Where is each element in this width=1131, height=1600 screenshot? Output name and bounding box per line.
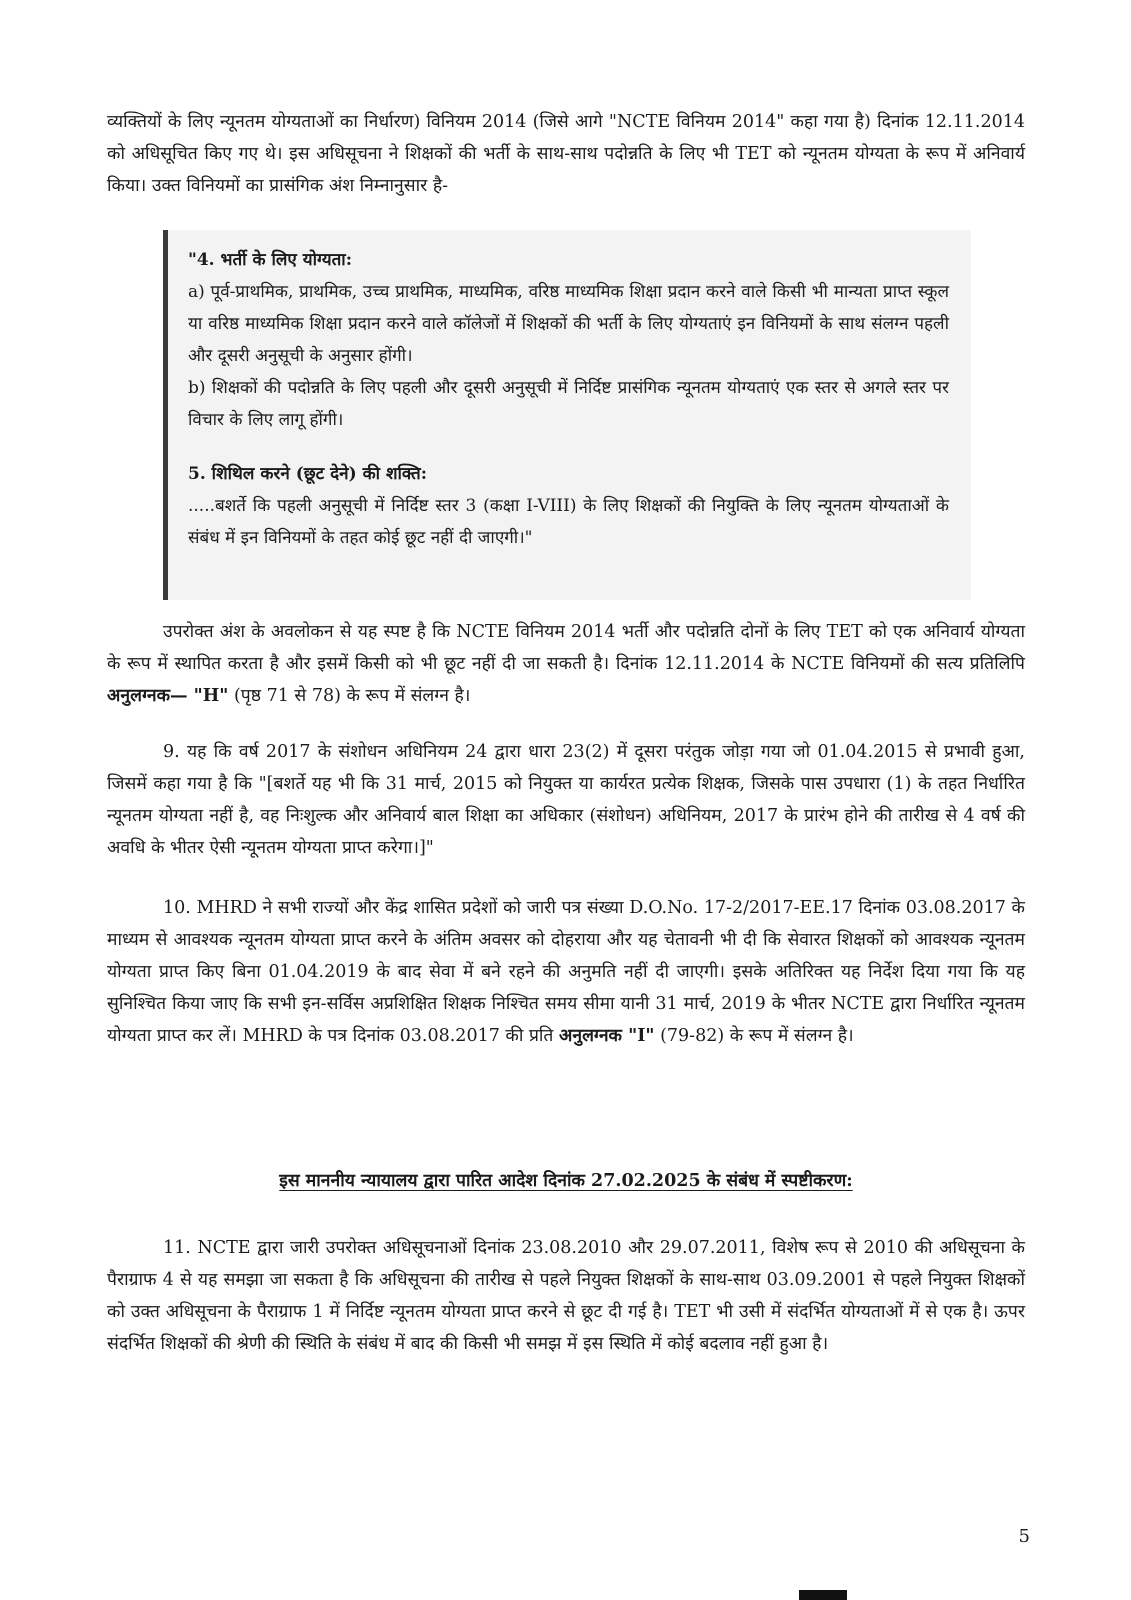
page-number: 5 bbox=[1018, 1526, 1030, 1547]
quote-heading-5: 5. शिथिल करने (छूट देने) की शक्ति: bbox=[188, 464, 427, 484]
quote-para-5: .....बशर्ते कि पहली अनुसूची में निर्दिष्ट स्तर 3 (कक्षा I-VIII) के लिए शिक्षकों की नियुक्ति के लिए न्यूनतम योग्यताओं के संबंध में इन विनियमों के तहत कोई छूट नहीं दी जाएगी।" bbox=[188, 496, 949, 548]
quote-para-b: b) शिक्षकों की पदोन्नति के लिए पहली और दूसरी अनुसूची में निर्दिष्ट प्रासंगिक न्यूनतम योग्यताएं एक स्तर से अगले स्तर पर विचार के लिए लागू होंगी। bbox=[188, 378, 949, 430]
quote-para-a: a) पूर्व-प्राथमिक, प्राथमिक, उच्च प्राथमिक, माध्यमिक, वरिष्ठ माध्यमिक शिक्षा प्रदान करने वाले किसी भी मान्यता प्राप्त स्कूल या वरिष्ठ माध्यमिक शिक्षा प्रदान करने वाले कॉलेजों में शिक्षकों की भर्ती के लिए योग्यताएं इन विनियमों के साथ संलग्न पहली और दूसरी अनुसूची के अनुसार होंगी। bbox=[188, 282, 949, 366]
annexure-i-label: अनुलग्नक "I" bbox=[558, 1026, 655, 1046]
observation-paragraph bbox=[107, 616, 1025, 712]
annexure-h-label: अनुलग्नक— "H" bbox=[107, 686, 229, 706]
quote-spacer bbox=[188, 436, 949, 458]
intro-paragraph bbox=[107, 106, 1025, 202]
observation-text-after: (पृष्ठ 71 से 78) के रूप में संलग्न है। bbox=[228, 686, 471, 706]
observation-text-before: उपरोक्त अंश के अवलोकन से यह स्पष्ट है कि NCTE विनियम 2014 भर्ती और पदोन्नति दोनों के लिए TET को एक अनिवार्य योग्यता के रूप में स्थापित करता है और इसमें किसी को भी छूट नहीं दी जा सकती है। दिनांक 12.11.2014 के NCTE विनियमों की सत्य प्रतिलिपि bbox=[107, 622, 1025, 674]
paragraph-9 bbox=[107, 736, 1025, 864]
section-heading: इस माननीय न्यायालय द्वारा पारित आदेश दिनांक 27.02.2025 के संबंध में स्पष्टीकरण: bbox=[279, 1171, 853, 1191]
intro-text: व्यक्तियों के लिए न्यूनतम योग्यताओं का निर्धारण) विनियम 2014 (जिसे आगे "NCTE विनियम 2014" कहा गया है) दिनांक 12.11.2014 को अधिसूचित किए गए थे। इस अधिसूचना ने शिक्षकों की भर्ती के साथ-साथ पदोन्नति के लिए भी TET को न्यूनतम योग्यता के रूप में अनिवार्य किया। उक्त विनियमों का प्रासंगिक अंश निम्नानुसार है- bbox=[107, 112, 1025, 196]
paragraph-10 bbox=[107, 892, 1025, 1052]
quote-heading-4: "4. भर्ती के लिए योग्यता: bbox=[188, 250, 352, 270]
paragraph-11-text: 11. NCTE द्वारा जारी उपरोक्त अधिसूचनाओं दिनांक 23.08.2010 और 29.07.2011, विशेष रूप से 2010 की अधिसूचना के पैराग्राफ 4 से यह समझा जा सकता है कि अधिसूचना की तारीख से पहले नियुक्त शिक्षकों के साथ-साथ 03.09.2001 से पहले नियुक्त शिक्षकों को उक्त अधिसूचना के पैराग्राफ 1 में निर्दिष्ट न्यूनतम योग्यता प्राप्त करने से छूट दी गई है। TET भी उसी में संदर्भित योग्यताओं में से एक है। ऊपर संदर्भित शिक्षकों की श्रेणी की स्थिति के संबंध में बाद की किसी भी समझ में इस स्थिति में कोई बदलाव नहीं हुआ है। bbox=[107, 1238, 1025, 1354]
paragraph-10-text-before: 10. MHRD ने सभी राज्यों और केंद्र शासित प्रदेशों को जारी पत्र संख्या D.O.No. 17-2/2017-EE.17 दिनांक 03.08.2017 के माध्यम से आवश्यक न्यूनतम योग्यता प्राप्त करने के अंतिम अवसर को दोहराया और यह चेतावनी भी दी कि सेवारत शिक्षकों को आवश्यक न्यूनतम योग्यता प्राप्त किए बिना 01.04.2019 के बाद सेवा में बने रहने की अनुमति नहीं दी जाएगी। इसके अतिरिक्त यह निर्देश दिया गया कि यह सुनिश्चित किया जाए कि सभी इन-सर्विस अप्रशिक्षित शिक्षक निश्चित समय सीमा यानी 31 मार्च, 2019 के भीतर NCTE द्वारा निर्धारित न्यूनतम योग्यता प्राप्त कर लें। MHRD के पत्र दिनांक 03.08.2017 की प्रति bbox=[107, 898, 1025, 1046]
regulation-quote-block bbox=[163, 230, 971, 600]
scan-edge-mark bbox=[799, 1590, 847, 1600]
paragraph-10-text-after: (79-82) के रूप में संलग्न है। bbox=[654, 1026, 854, 1046]
paragraph-11 bbox=[107, 1232, 1025, 1360]
paragraph-9-text: 9. यह कि वर्ष 2017 के संशोधन अधिनियम 24 द्वारा धारा 23(2) में दूसरा परंतुक जोड़ा गया जो 01.04.2015 से प्रभावी हुआ, जिसमें कहा गया है कि "[बशर्ते यह भी कि 31 मार्च, 2015 को नियुक्त या कार्यरत प्रत्येक शिक्षक, जिसके पास उपधारा (1) के तहत निर्धारित न्यूनतम योग्यता नहीं है, वह निःशुल्क और अनिवार्य बाल शिक्षा का अधिकार (संशोधन) अधिनियम, 2017 के प्रारंभ होने की तारीख से 4 वर्ष की अवधि के भीतर ऐसी न्यूनतम योग्यता प्राप्त करेगा।]" bbox=[107, 742, 1025, 858]
